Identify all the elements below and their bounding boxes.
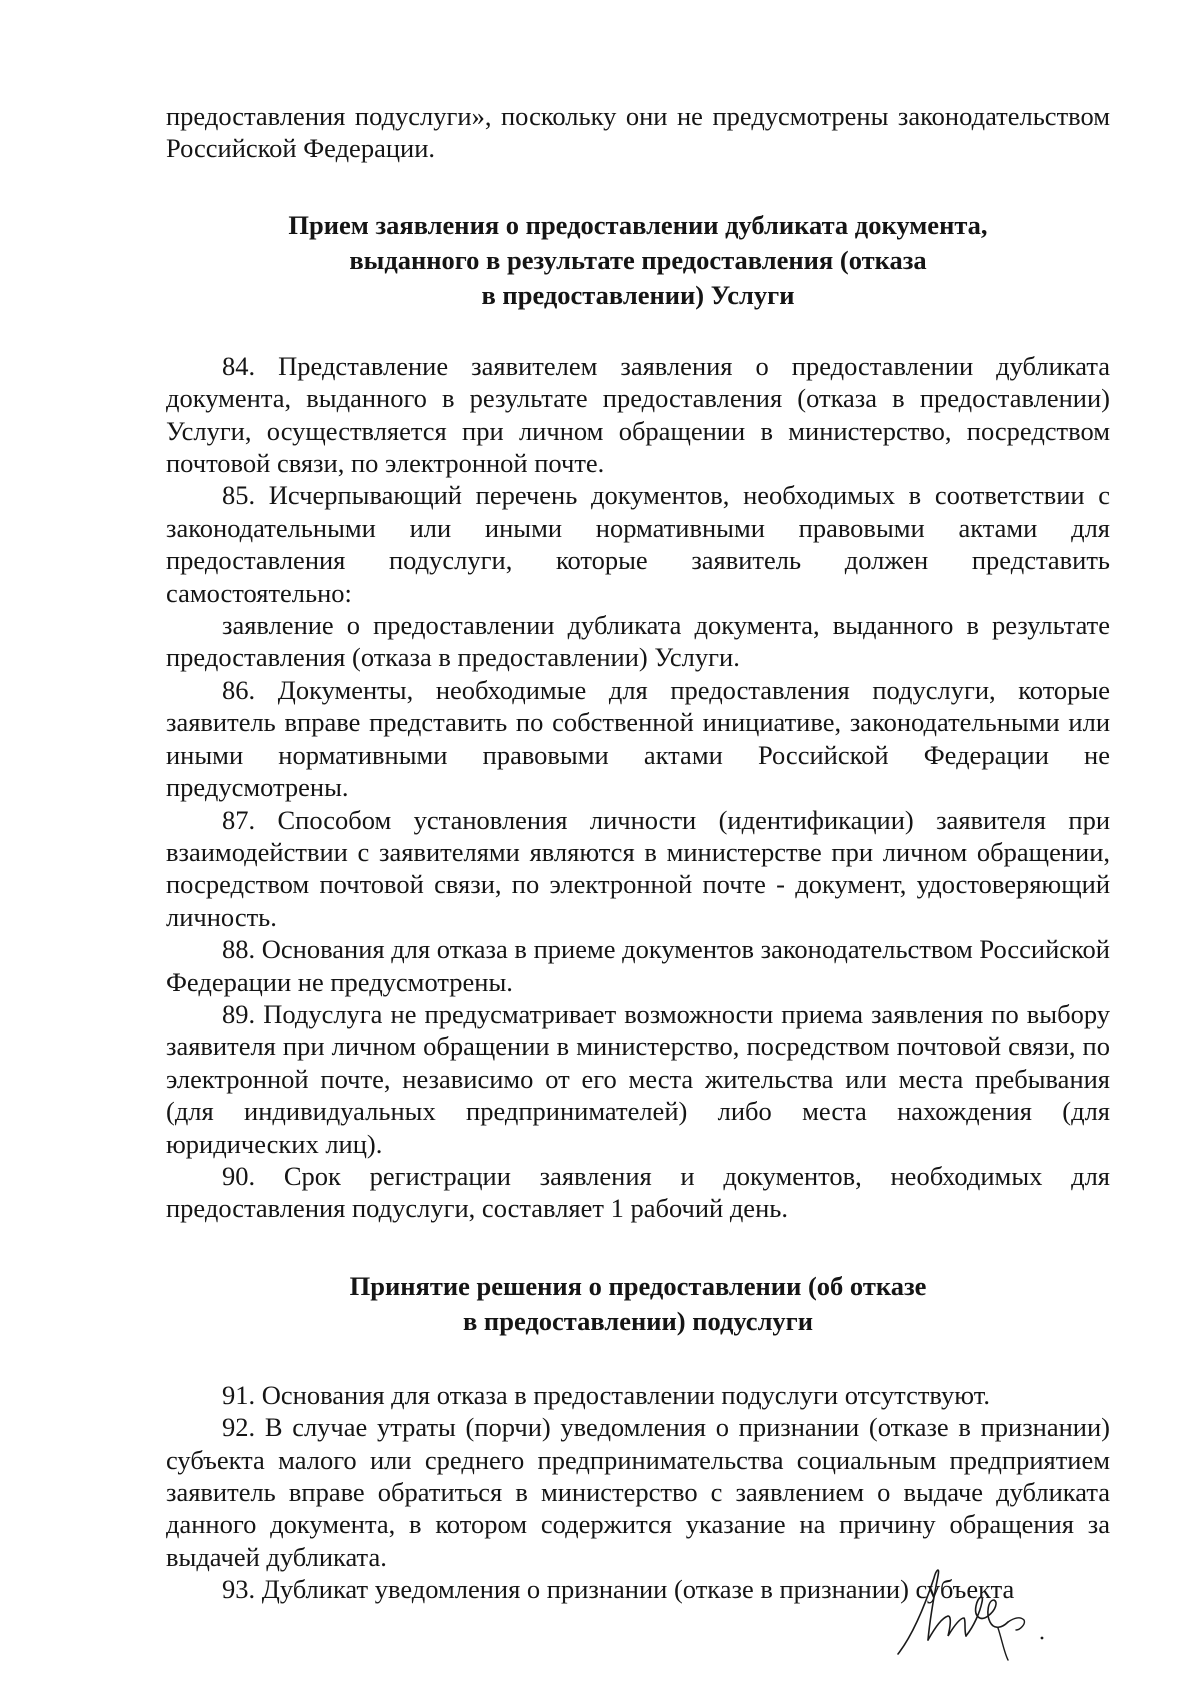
intro-paragraph: предоставления подуслуги», поскольку они не предусмотрены законодательством Российской Федерации. bbox=[166, 101, 1110, 164]
paragraph-89: 89. Подуслуга не предусматривает возможности приема заявления по выбору заявителя при личном обращении в министерство, посредством почтовой связи, по электронной почте, независимо от его места жительства или места пребывания (для индивидуальных предпринимателей) либо места нахождения (для юридических лиц). bbox=[166, 998, 1110, 1159]
paragraph-90: 90. Срок регистрации заявления и документов, необходимых для предоставления подуслуги, составляет 1 рабочий день. bbox=[166, 1160, 1110, 1224]
paragraph-84: 84. Представление заявителем заявления о предоставлении дубликата документа, выданного в результате предоставления (отказа в предоставлении) Услуги, осуществляется при личном обращении в министерство, посредством почтовой связи, по электронной почте. bbox=[166, 350, 1110, 479]
paragraph-86: 86. Документы, необходимые для предоставления подуслуги, которые заявитель вправе представить по собственной инициативе, законодательными или иными нормативными правовыми актами Российской Федерации не предусмотрены. bbox=[166, 674, 1110, 803]
section-1-title bbox=[166, 208, 1110, 313]
section-1-title-line-1: Прием заявления о предоставлении дубликата документа, bbox=[288, 209, 988, 240]
paragraph-91: 91. Основания для отказа в предоставлении подуслуги отсутствуют. bbox=[222, 1379, 990, 1410]
paragraph-93: 93. Дубликат уведомления о признании (отказе в признании) субъекта bbox=[222, 1574, 1015, 1605]
section-1-title-line-3: в предоставлении) Услуги bbox=[481, 279, 795, 310]
paragraph-87: 87. Способом установления личности (идентификации) заявителя при взаимодействии с заявителями являются в министерстве при личном обращении, посредством почтовой связи, по электронной почте - документ, удостоверяющий личность. bbox=[166, 804, 1110, 932]
paragraph-88: 88. Основания для отказа в приеме документов законодательством Российской Федерации не предусмотрены. bbox=[166, 934, 1110, 997]
section-1-title-line-2: выданного в результате предоставления (отказа bbox=[349, 244, 927, 275]
paragraph-92: 92. В случае утраты (порчи) уведомления о признании (отказе в признании) субъекта малого или среднего предпринимательства социальным предприятием заявитель вправе обратиться в министерство с заявлением о выдаче дубликата данного документа, в котором содержится указание на причину обращения за выдачей дубликата. bbox=[166, 1412, 1110, 1572]
section-2-title bbox=[166, 1269, 1110, 1339]
paragraph-85: 85. Исчерпывающий перечень документов, необходимых в соответствии с законодательными или иными нормативными правовыми актами для предоставления подуслуги, которые заявитель должен представить самостоятельно: bbox=[166, 480, 1110, 608]
section-2-title-line-1: Принятие решения о предоставлении (об отказе bbox=[349, 1270, 927, 1301]
handwritten-signature bbox=[890, 1556, 1060, 1666]
section-2-title-line-2: в предоставлении) подуслуги bbox=[463, 1305, 813, 1336]
document-page bbox=[166, 100, 1110, 1606]
paragraph-85-item: заявление о предоставлении дубликата документа, выданного в результате предоставления (отказа в предоставлении) Услуги. bbox=[166, 610, 1110, 673]
